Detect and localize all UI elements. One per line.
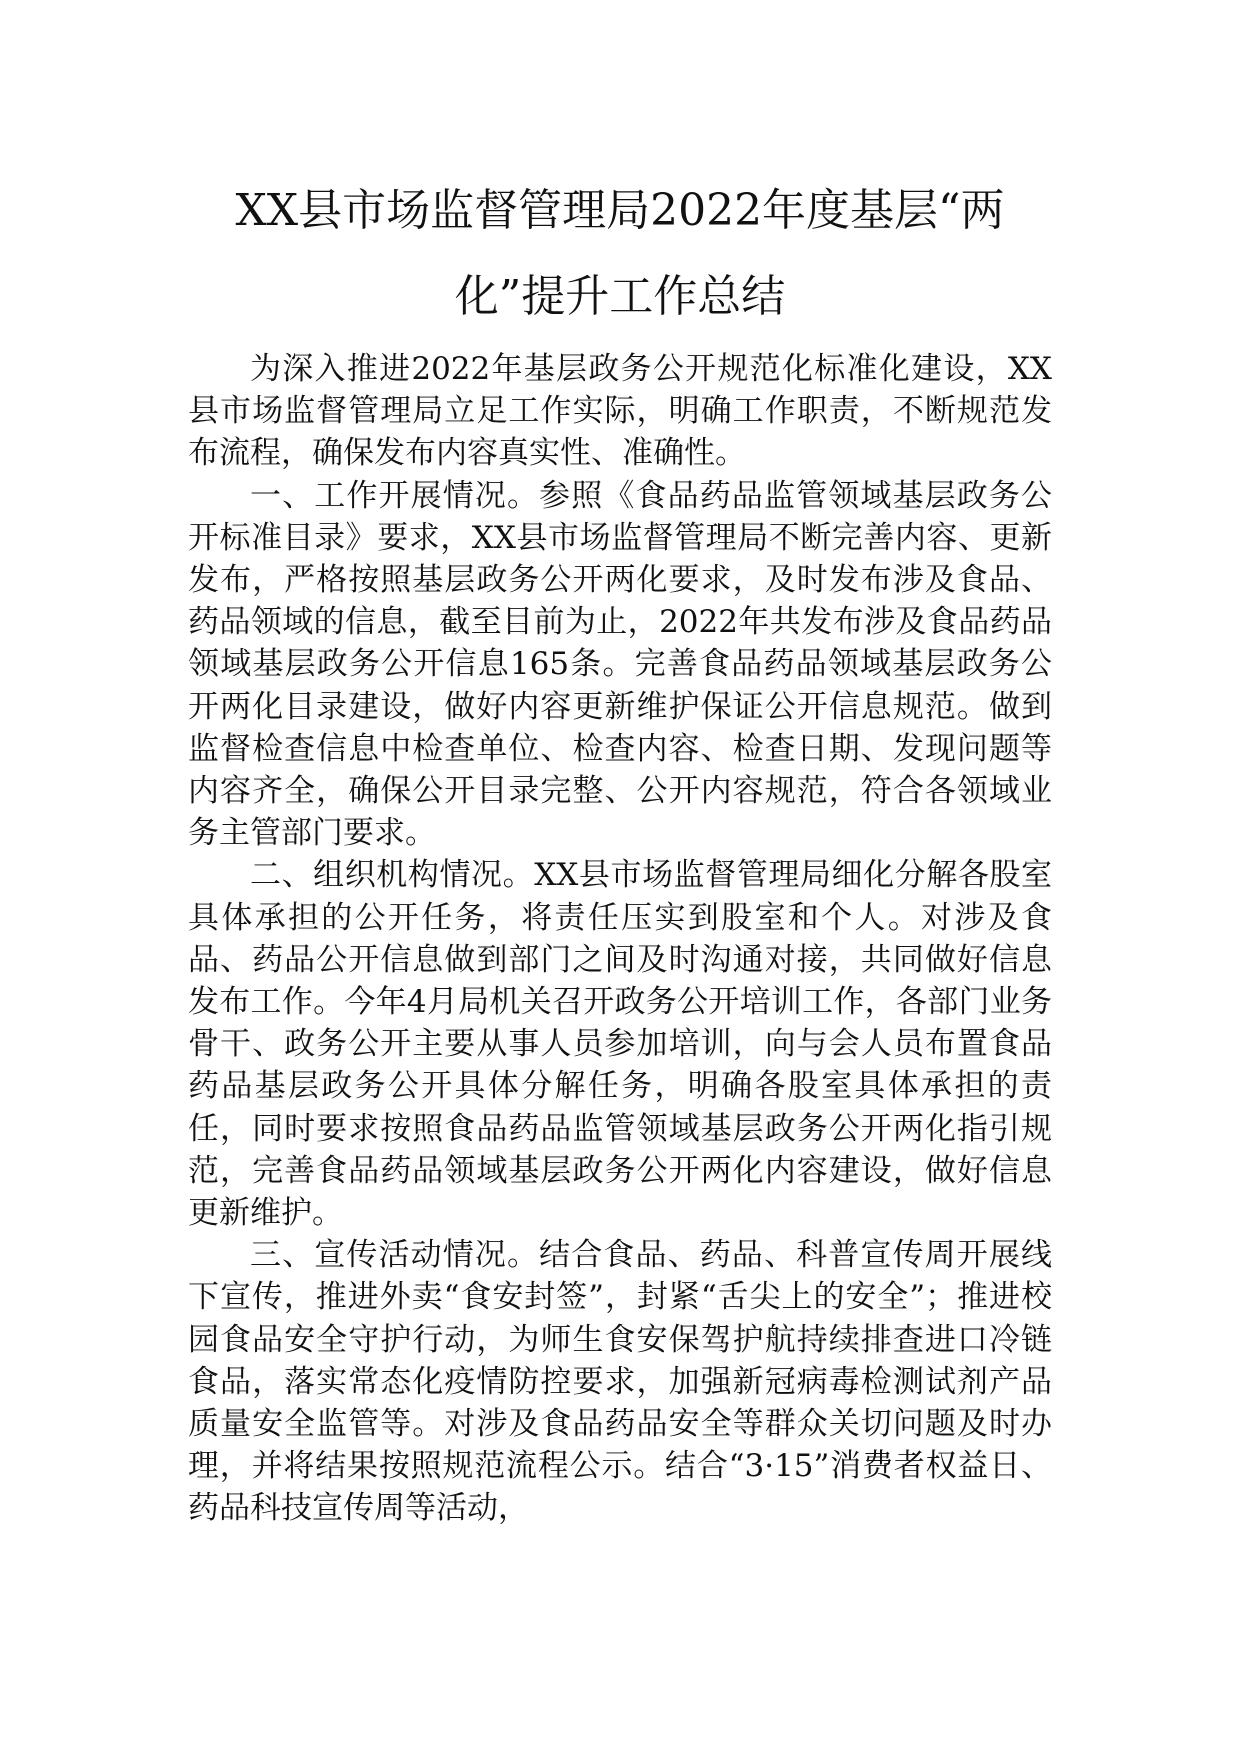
paragraph-intro: 为深入推进2022年基层政务公开规范化标准化建设，XX县市场监督管理局立足工作实际，明确工作职责，不断规范发布流程，确保发布内容真实性、准确性。 [188, 351, 1052, 472]
paragraph-organization: 二、组织机构情况。XX县市场监督管理局细化分解各股室具体承担的公开任务，将责任压实到股室和个人。对涉及食品、药品公开信息做到部门之间及时沟通对接，共同做好信息发布工作。今年4月局机关召开政务公开培训工作，各部门业务骨干、政务公开主要从事人员参加培训，向与会人员布置食品药品基层政务公开具体分解任务，明确各股室具体承担的责任，同时要求按照食品药品监管领域基层政务公开两化指引规范，完善食品药品领域基层政务公开两化内容建设，做好信息更新维护。 [188, 857, 1052, 1232]
paragraph-work-progress: 一、工作开展情况。参照《食品药品监管领域基层政务公开标准目录》要求，XX县市场监督管理局不断完善内容、更新发布，严格按照基层政务公开两化要求，及时发布涉及食品、药品领域的信息，截至目前为止，2022年共发布涉及食品药品领域基层政务公开信息165条。完善食品药品领域基层政务公开两化目录建设，做好内容更新维护保证公开信息规范。做到监督检查信息中检查单位、检查内容、检查日期、发现问题等内容齐全，确保公开目录完整、公开内容规范，符合各领域业务主管部门要求。 [188, 477, 1052, 852]
document-title: XX县市场监督管理局2022年度基层“两化”提升工作总结 [235, 185, 1005, 322]
paragraph-publicity: 三、宣传活动情况。结合食品、药品、科普宣传周开展线下宣传，推进外卖“食安封签”，封紧“舌尖上的安全”；推进校园食品安全守护行动，为师生食安保驾护航持续排查进口冷链食品，落实常态化疫情防控要求，加强新冠病毒检测试剂产品质量安全监管等。对涉及食品药品安全等群众关切问题及时办理，并将结果按照规范流程公示。结合“3·15”消费者权益日、药品科技宣传周等活动， [188, 1237, 1052, 1527]
document-body [188, 348, 1052, 1530]
document-page [188, 168, 1052, 1530]
